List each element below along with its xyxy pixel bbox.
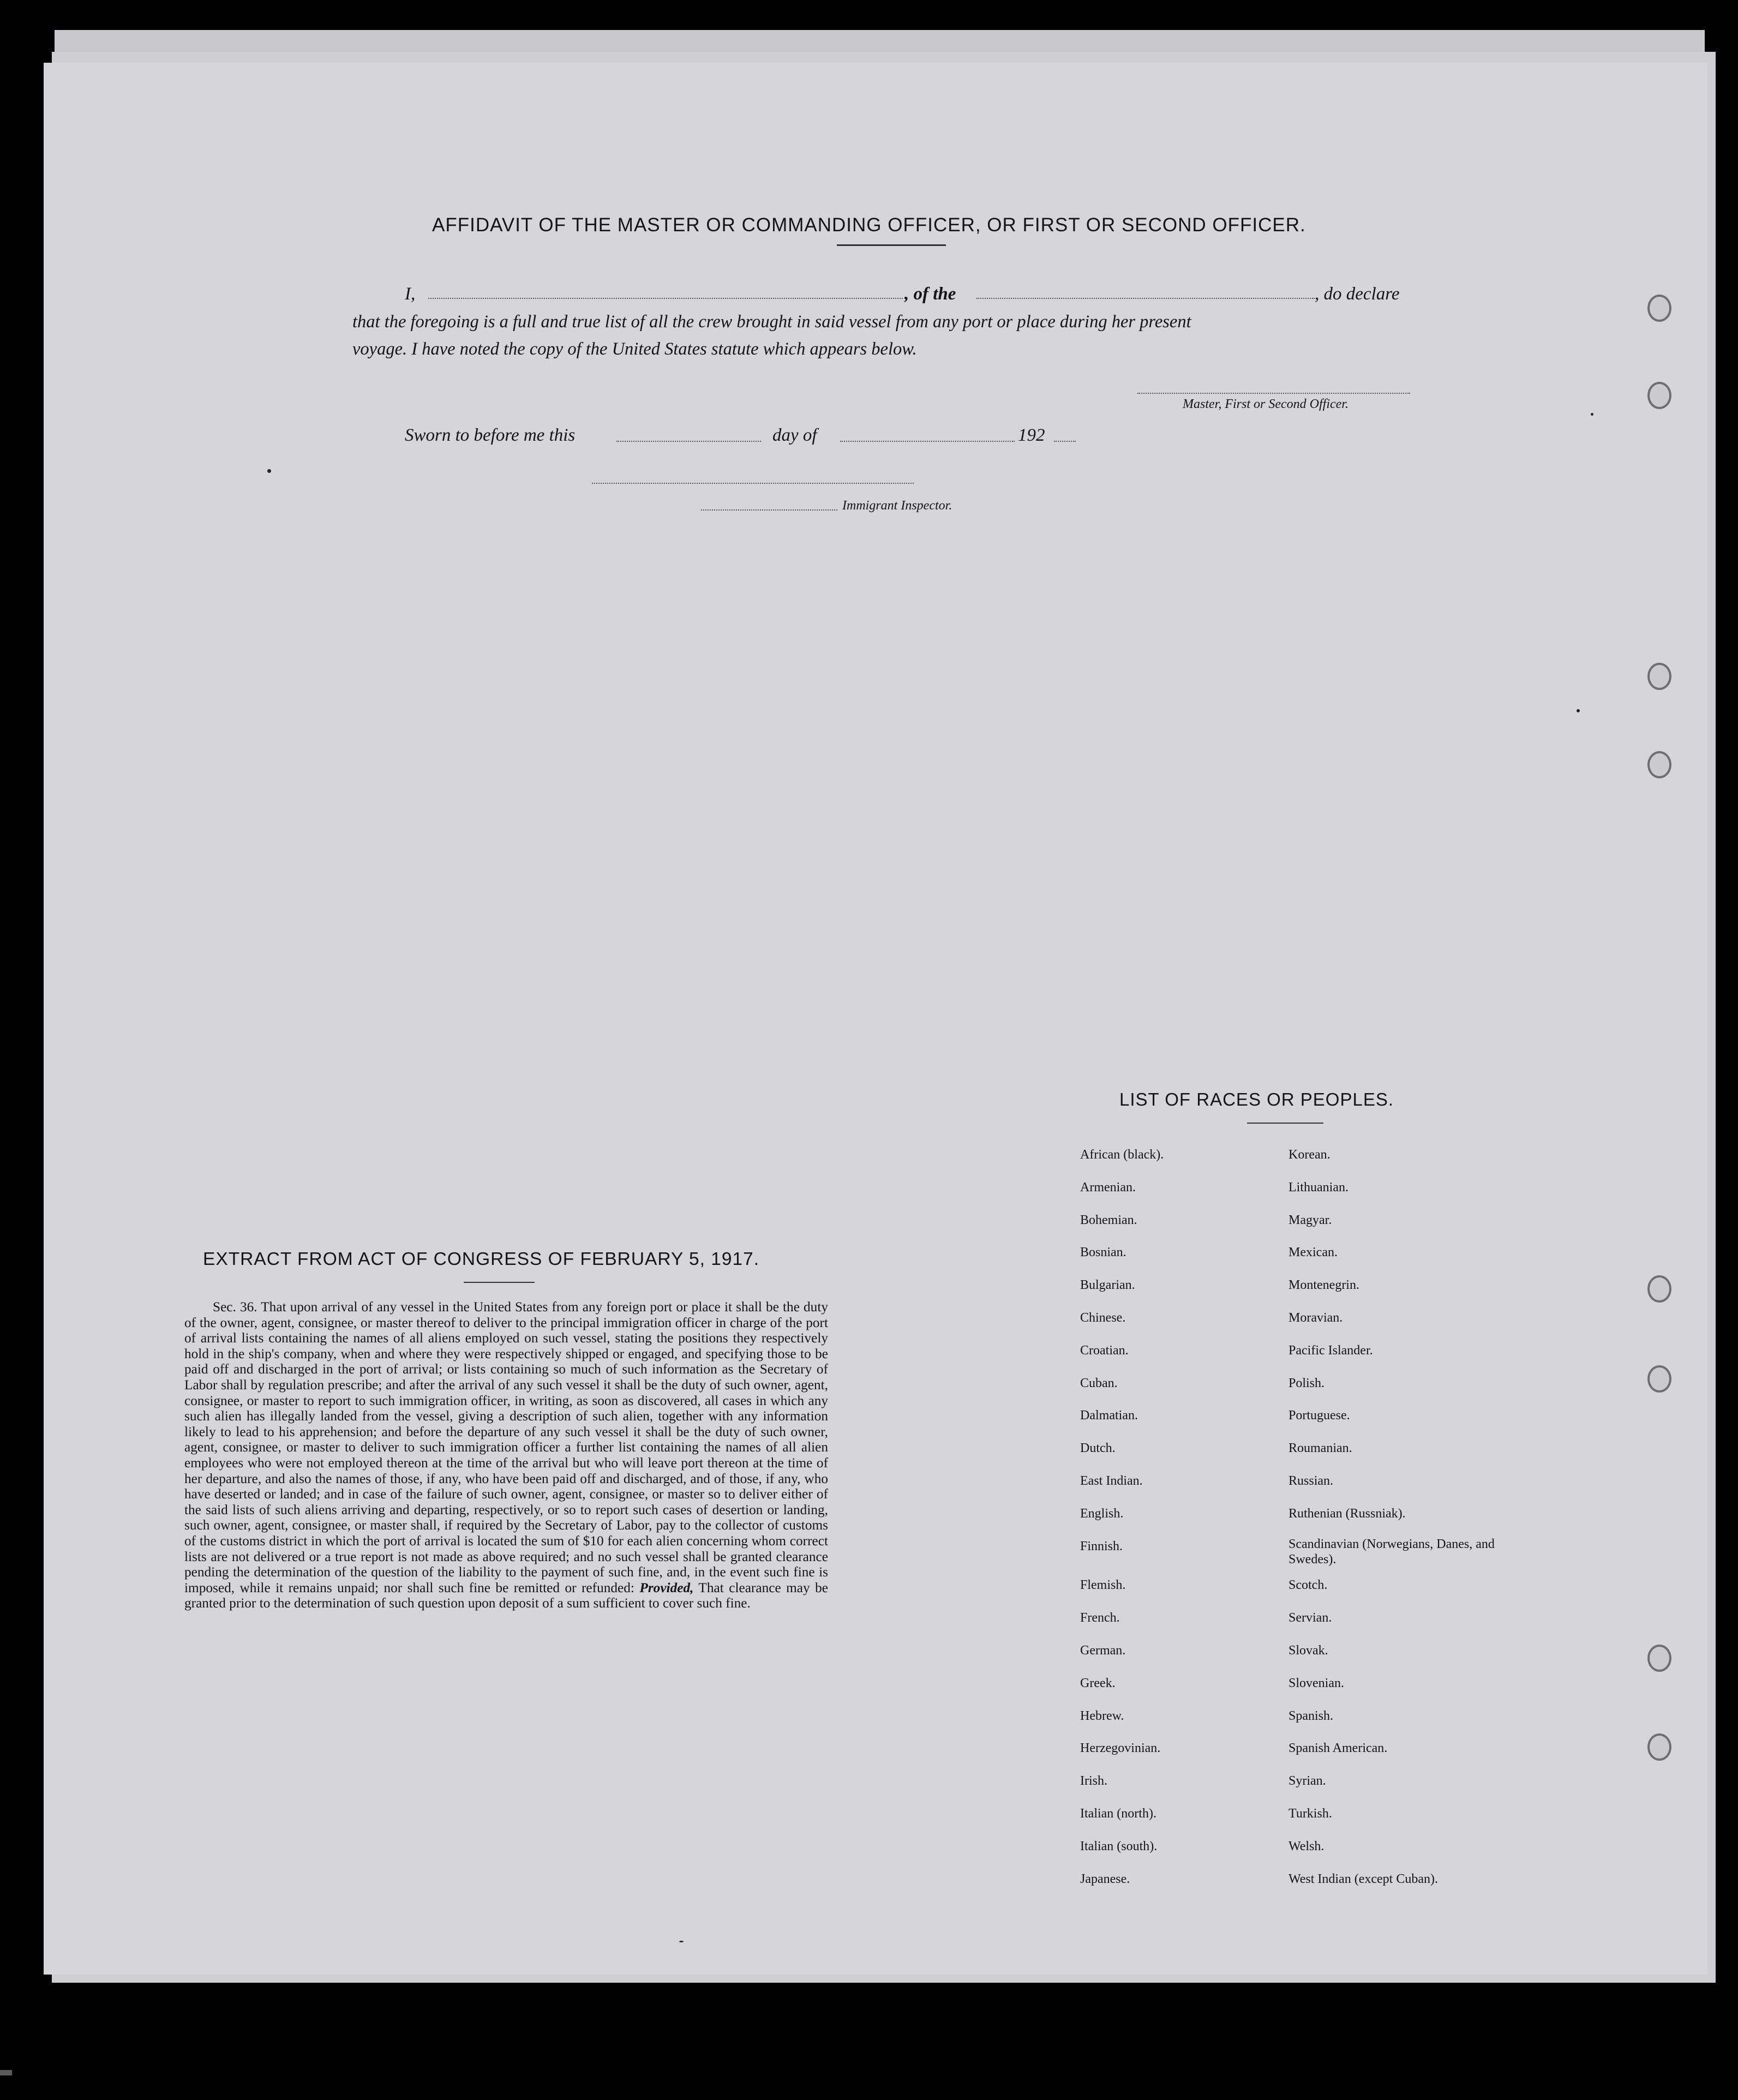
sworn-label: Sworn to before me this <box>405 425 576 445</box>
race-item-right: Polish. <box>1288 1376 1325 1390</box>
race-item-left: Hebrew. <box>1080 1708 1124 1723</box>
race-item-left: African (black). <box>1080 1148 1164 1162</box>
race-item-left: Italian (south). <box>1080 1839 1158 1853</box>
race-item-right: Russian. <box>1288 1474 1334 1488</box>
binder-hole-2 <box>1647 382 1671 409</box>
race-item-left: French. <box>1080 1611 1120 1625</box>
race-item-right: Welsh. <box>1288 1839 1325 1853</box>
binder-hole-6 <box>1647 1365 1671 1393</box>
binder-hole-8 <box>1647 1733 1671 1761</box>
race-item-left: Dutch. <box>1080 1441 1116 1456</box>
race-item-left: Italian (north). <box>1080 1807 1156 1821</box>
section-label: Sec. 36. <box>213 1299 257 1315</box>
race-item-right: Turkish. <box>1288 1807 1332 1821</box>
races-heading-rule <box>1247 1123 1323 1124</box>
affidavit-i-label: I, <box>405 284 416 304</box>
sworn-month-field[interactable] <box>840 441 1015 442</box>
speck <box>679 1941 684 1942</box>
race-item-left: Greek. <box>1080 1676 1116 1690</box>
race-item-right: Mexican. <box>1288 1245 1338 1260</box>
binder-hole-7 <box>1647 1645 1671 1672</box>
provided-word: Provided, <box>639 1580 694 1595</box>
statute-text <box>184 1299 828 1611</box>
race-item-left: Irish. <box>1080 1774 1107 1789</box>
inspector-label: Immigrant Inspector. <box>842 499 952 513</box>
race-item-left: Bosnian. <box>1080 1245 1126 1260</box>
affidavit-heading: AFFIDAVIT OF THE MASTER OR COMMANDING OFFICER, OR FIRST OR SECOND OFFICER. <box>432 214 1306 236</box>
race-item-right: Slovak. <box>1288 1643 1328 1658</box>
race-item-left: Finnish. <box>1080 1539 1123 1553</box>
race-item-right: Scandinavian (Norwegians, Danes, and Swedes). <box>1288 1537 1495 1567</box>
race-item-right: Ruthenian (Russniak). <box>1288 1506 1406 1521</box>
statute-body: That upon arrival of any vessel in the United States from any foreign port or place it shall be the duty of the owner, agent, consignee, or master thereof to deliver to the principal immigration officer in charge of the port of arrival lists containing the names of all aliens employed on such vessel, stating the positions they respectively hold in the ship's company, when and where they were respectively shipped or engaged, and specifying those to be paid off and discharged in the port of arrival; or lists containing so much of such information as the Secretary of Labor shall by regulation prescribe; and after the arrival of any such vessel it shall be the duty of such owner, agent, consignee, or master to report to such immigration officer, in writing, as soon as discovered, all cases in which any such alien has illegally landed from the vessel, giving a description of such alien, together with any information likely to lead to his apprehension; and before the departure of any such vessel it shall be the duty of such owner, agent, consignee, or master to deliver to such immigration officer a further list containing the names of all alien employees who were not employed thereon at the time of the arrival but who will leave port thereon at the time of her departure, and also the names of those, if any, who have been paid off and discharged, and of those, if any, who have deserted or landed; and in case of the failure of such owner, agent, consignee, or master so to deliver either of the said lists of such aliens arriving and departing, respectively, or so to report such cases of desertion or landing, such owner, agent, consignee, or master shall, if required by the Secretary of Labor, pay to the collector of customs of the customs district in which the port of arrival is located the sum of $10 for each alien concerning whom correct lists are not delivered or a true report is not made as above required; and no such vessel shall be granted clearance pending the determination of the question of the liability to the payment of such fine, and, in the event such fine is imposed, while it remains unpaid; nor shall such fine be remitted or refunded: <box>184 1299 828 1595</box>
affidavit-of-the-label: , of the <box>904 284 956 304</box>
race-item-left: Croatian. <box>1080 1343 1129 1358</box>
race-item-left: Flemish. <box>1080 1578 1126 1593</box>
binder-hole-4 <box>1647 751 1671 778</box>
statute-heading-rule <box>464 1282 535 1283</box>
race-item-left: Chinese. <box>1080 1311 1126 1325</box>
race-item-right: Roumanian. <box>1288 1441 1352 1456</box>
affidavit-line-2: that the foregoing is a full and true list of all the crew brought in said vessel from any port or place during her present <box>352 312 1191 332</box>
speck <box>1591 413 1593 416</box>
race-item-right: Pacific Islander. <box>1288 1343 1373 1358</box>
race-item-left: East Indian. <box>1080 1474 1143 1488</box>
race-item-right: Slovenian. <box>1288 1676 1344 1690</box>
race-item-right: Korean. <box>1288 1148 1331 1162</box>
sworn-year-field[interactable] <box>1054 441 1076 442</box>
race-item-right: Magyar. <box>1288 1213 1332 1227</box>
race-item-left: Herzegovinian. <box>1080 1741 1161 1756</box>
inspector-signature-field-2[interactable] <box>701 509 837 511</box>
sworn-day-field[interactable] <box>616 441 761 442</box>
race-item-left: German. <box>1080 1643 1126 1658</box>
year-prefix: 192 <box>1018 425 1045 445</box>
race-item-left: Dalmatian. <box>1080 1408 1138 1423</box>
affidavit-do-declare-label: , do declare <box>1315 284 1400 304</box>
master-signature-field[interactable] <box>1137 393 1410 394</box>
race-item-right: West Indian (except Cuban). <box>1288 1871 1438 1886</box>
race-item-left: Japanese. <box>1080 1871 1130 1886</box>
scan-edge-mark <box>0 2070 12 2075</box>
race-item-right: Lithuanian. <box>1288 1180 1349 1195</box>
race-item-right: Scotch. <box>1288 1578 1328 1593</box>
binder-hole-1 <box>1647 295 1671 322</box>
race-item-right: Syrian. <box>1288 1774 1326 1789</box>
race-item-right: Portuguese. <box>1288 1408 1350 1423</box>
race-item-left: English. <box>1080 1506 1124 1521</box>
binder-hole-3 <box>1647 663 1671 690</box>
binder-hole-5 <box>1647 1275 1671 1303</box>
master-name-field[interactable] <box>428 298 903 299</box>
day-of-label: day of <box>772 425 817 445</box>
vessel-name-field[interactable] <box>976 298 1315 299</box>
affidavit-line-3: voyage. I have noted the copy of the United States statute which appears below. <box>352 339 917 359</box>
statute-heading: EXTRACT FROM ACT OF CONGRESS OF FEBRUARY 5, 1917. <box>203 1249 760 1269</box>
master-signature-label: Master, First or Second Officer. <box>1183 397 1349 411</box>
affidavit-heading-rule <box>837 244 946 246</box>
race-item-left: Cuban. <box>1080 1376 1118 1390</box>
races-heading: LIST OF RACES OR PEOPLES. <box>1119 1089 1394 1109</box>
race-item-right: Montenegrin. <box>1288 1278 1359 1293</box>
speck <box>1577 709 1580 712</box>
race-item-right: Servian. <box>1288 1611 1332 1625</box>
race-item-right: Moravian. <box>1288 1311 1343 1325</box>
race-item-left: Bohemian. <box>1080 1213 1137 1227</box>
race-item-right: Spanish American. <box>1288 1741 1388 1756</box>
speck <box>267 469 271 473</box>
race-item-left: Bulgarian. <box>1080 1278 1135 1293</box>
statute-body-end: That clearance may be granted prior to the determination of such question upon deposit of a sum sufficient to cover such fine. <box>184 1580 829 1611</box>
race-item-right: Spanish. <box>1288 1708 1334 1723</box>
inspector-signature-field[interactable] <box>592 483 914 484</box>
race-item-left: Armenian. <box>1080 1180 1136 1195</box>
